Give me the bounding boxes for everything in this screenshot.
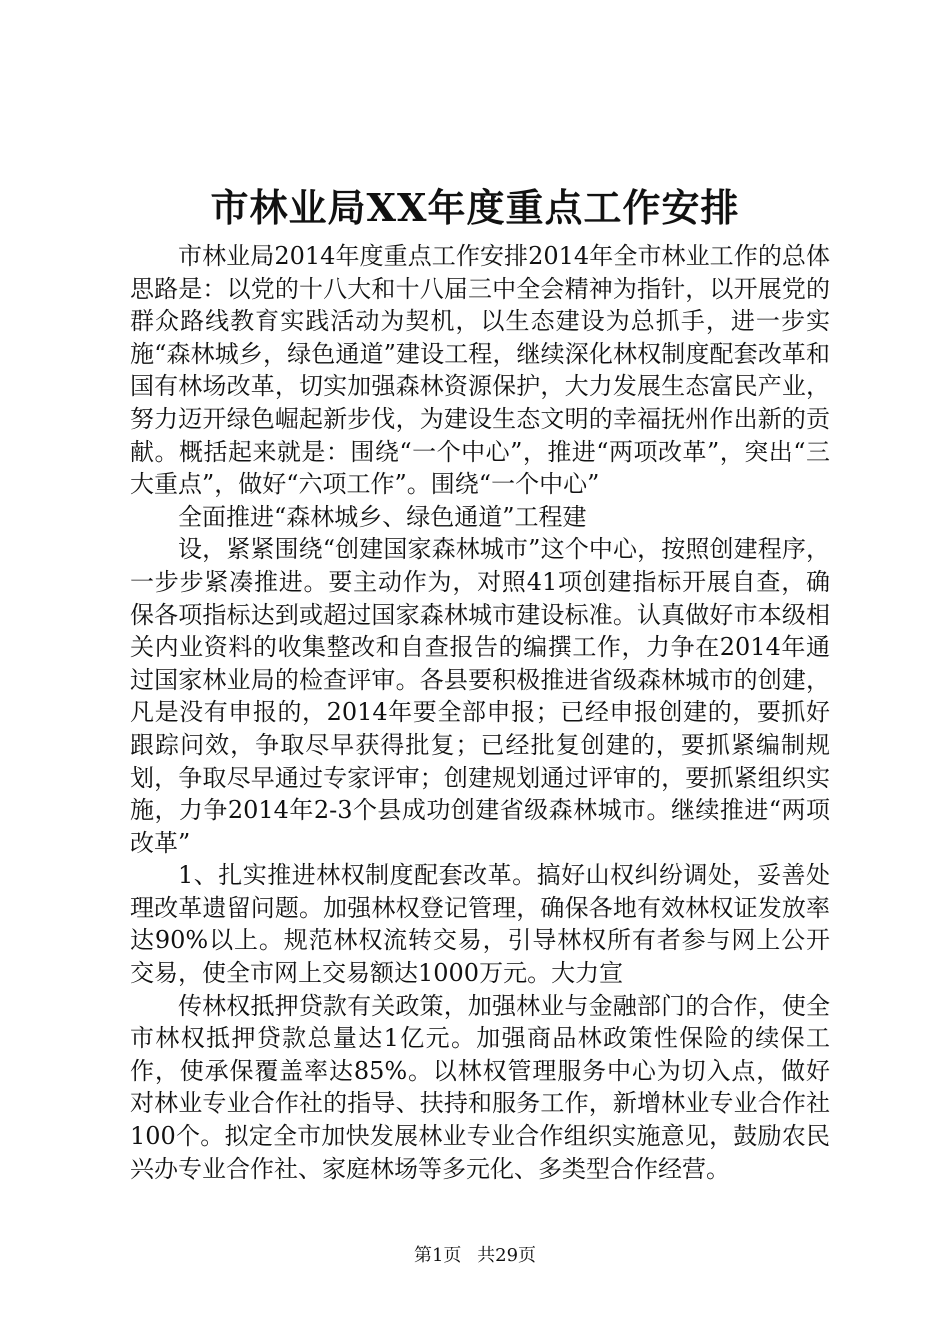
page-number: 第1页 bbox=[413, 1245, 462, 1266]
paragraph-heading-forest-city: 全面推进“森林城乡、绿色通道”工程建 bbox=[178, 502, 587, 531]
paragraph-forest-rights-reform: 1、扎实推进林权制度配套改革。搞好山权纠纷调处，妥善处理改革遗留问题。加强林权登记管理，确保各地有效林权证发放率达90%以上。规范林权流转交易，引导林权所有者参与网上公开交易，使全市网上交易额达1000万元。大力宣 bbox=[130, 861, 830, 988]
paragraph-forest-city-creation: 设，紧紧围绕“创建国家森林城市”这个中心，按照创建程序，一步步紧凑推进。要主动作为，对照41项创建指标开展自查，确保各项指标达到或超过国家森林城市建设标准。认真做好市本级相关内业资料的收集整改和自查报告的编撰工作，力争在2014年通过国家林业局的检查评审。各县要积极推进省级森林城市的创建，凡是没有申报的，2014年要全部申报；已经申报创建的，要抓好跟踪问效，争取尽早获得批复；已经批复创建的，要抓紧编制规划，争取尽早通过专家评审；创建规划通过评审的，要抓紧组织实施，力争2014年2-3个县成功创建省级森林城市。继续推进“两项改革” bbox=[130, 535, 830, 857]
document-body bbox=[130, 240, 830, 1185]
paragraph-overview: 市林业局2014年度重点工作安排2014年全市林业工作的总体思路是：以党的十八大和十八届三中全会精神为指针，以开展党的群众路线教育实践活动为契机，以生态建设为总抓手，进一步实施“森林城乡，绿色通道”建设工程，继续深化林权制度配套改革和国有林场改革，切实加强森林资源保护，大力发展生态富民产业，努力迈开绿色崛起新步伐，为建设生态文明的幸福抚州作出新的贡献。概括起来就是：围绕“一个中心”，推进“两项改革”，突出“三大重点”，做好“六项工作”。围绕“一个中心” bbox=[130, 242, 830, 499]
paragraph-mortgage-loans: 传林权抵押贷款有关政策，加强林业与金融部门的合作，使全市林权抵押贷款总量达1亿元。加强商品林政策性保险的续保工作，使承保覆盖率达85%。以林权管理服务中心为切入点，做好对林业专业合作社的指导、扶持和服务工作，新增林业专业合作社100个。拟定全市加快发展林业专业合作组织实施意见，鼓励农民兴办专业合作社、家庭林场等多元化、多类型合作经营。 bbox=[130, 991, 830, 1183]
page-footer bbox=[0, 1244, 950, 1268]
page-total: 共29页 bbox=[477, 1245, 537, 1266]
document-title: 市林业局XX年度重点工作安排 bbox=[210, 185, 740, 230]
